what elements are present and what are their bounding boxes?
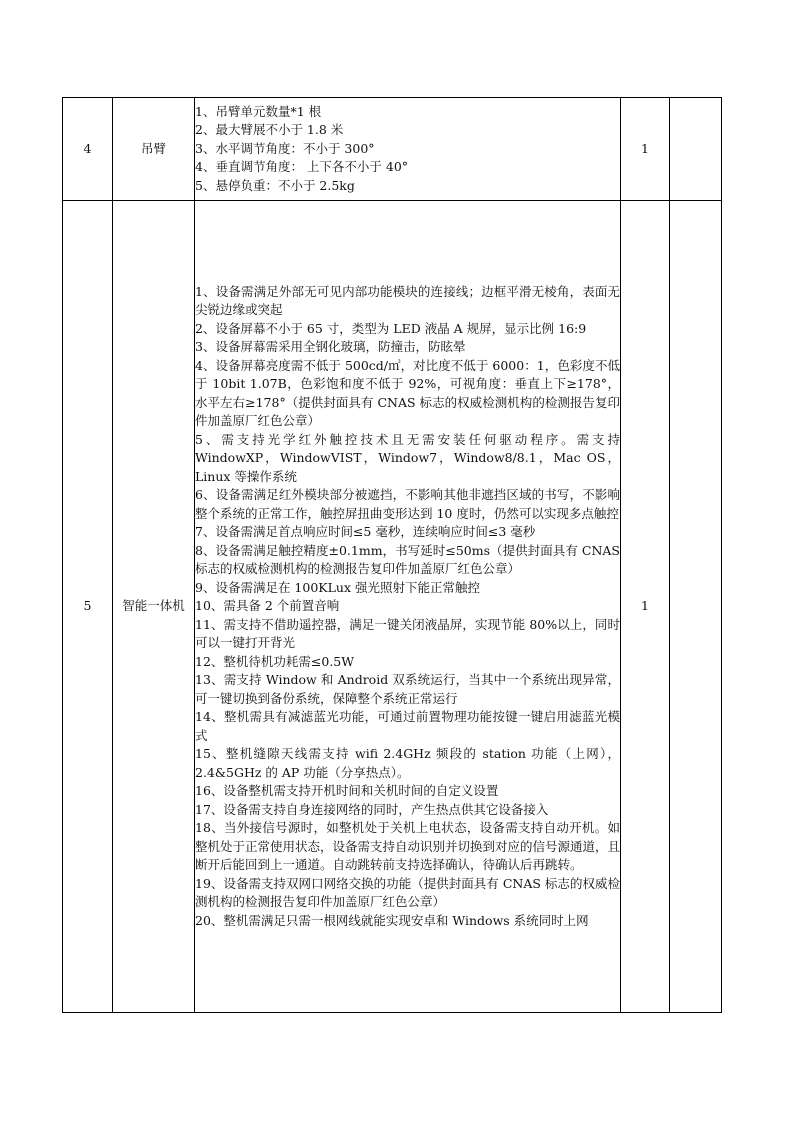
spec-line: 4、设备屏幕亮度需不低于 500cd/㎡，对比度不低于 6000：1，色彩度不低于 10bit 1.07B，色彩饱和度不低于 92%，可视角度：垂直上下≥178°，水平左右≥178°（提供封面具有 CNAS 标志的权威检测机构的检测报告复印件加盖原厂红色公章） [195, 357, 620, 429]
spec-line: 2、最大臂展不小于 1.8 米 [195, 122, 344, 138]
table-row [63, 98, 722, 201]
spec-line: 9、设备需满足在 100KLux 强光照射下能正常触控 [195, 579, 480, 595]
spec-line: 20、整机需满足只需一根网线就能实现安卓和 Windows 系统同时上网 [195, 912, 589, 928]
spec-line: 5、悬停负重：不小于 2.5kg [195, 177, 355, 193]
spec-line: 5、需支持光学红外触控技术且无需安装任何驱动程序。需支持 WindowXP，WindowVIST，Window7，Window8/8.1，Mac OS，Linux 等操作系统 [195, 431, 620, 484]
spec-line: 4、垂直调节角度： 上下各不小于 40° [195, 159, 409, 175]
spec-line: 18、当外接信号源时，如整机处于关机上电状态，设备需支持自动开机。如整机处于正常使用状态，设备需支持自动识别并切换到对应的信号源通道，且断开后能回到上一通道。自动跳转前支持选择确认，待确认后再跳转。 [195, 820, 621, 873]
spec-line: 13、需支持 Window 和 Android 双系统运行，当其中一个系统出现异常，可一键切换到备份系统，保障整个系统正常运行 [195, 672, 620, 706]
spec-line: 6、设备需满足红外模块部分被遮挡，不影响其他非遮挡区域的书写，不影响整个系统的正常工作，触控屏扭曲变形达到 10 度时，仍然可以实现多点触控 [195, 487, 620, 521]
spec-line: 7、设备需满足首点响应时间≤5 毫秒，连续响应时间≤3 毫秒 [195, 524, 536, 540]
spec-line: 15、整机缝隙天线需支持 wifi 2.4GHz 频段的 station 功能（上网），2.4&5GHz 的 AP 功能（分享热点）。 [195, 746, 620, 780]
spec-line: 14、整机需具有减滤蓝光功能，可通过前置物理功能按键一键启用滤蓝光模式 [195, 709, 620, 743]
item-quantity: 1 [621, 201, 670, 1013]
spec-line: 1、设备需满足外部无可见内部功能模块的连接线；边框平滑无棱角，表面无尖锐边缘或突起 [195, 283, 620, 318]
empty-cell [670, 98, 722, 201]
spec-line: 3、水平调节角度：不小于 300° [195, 140, 375, 156]
item-name: 吊臂 [113, 98, 195, 201]
item-quantity: 1 [621, 98, 670, 201]
table-row [63, 201, 722, 1013]
spec-table [62, 97, 722, 1013]
spec-line: 12、整机待机功耗需≤0.5W [195, 653, 355, 669]
spec-line: 16、设备整机需支持开机时间和关机时间的自定义设置 [195, 783, 499, 799]
spec-line: 8、设备需满足触控精度±0.1mm，书写延时≤50ms（提供封面具有 CNAS 标志的权威检测机构的检测报告复印件加盖原厂红色公章） [195, 542, 620, 577]
spec-line: 2、设备屏幕不小于 65 寸，类型为 LED 液晶 A 规屏，显示比例 16:9 [195, 320, 587, 336]
item-name: 智能一体机 [113, 201, 195, 1013]
empty-cell [670, 201, 722, 1013]
item-specs [195, 98, 621, 201]
spec-line: 3、设备屏幕需采用全钢化玻璃，防撞击，防眩晕 [195, 339, 466, 355]
item-index: 4 [63, 98, 113, 201]
item-index: 5 [63, 201, 113, 1013]
item-specs [195, 201, 621, 1013]
spec-line: 17、设备需支持自身连接网络的同时，产生热点供其它设备接入 [195, 801, 549, 817]
spec-line: 1、吊臂单元数量*1 根 [195, 103, 322, 119]
spec-line: 10、需具备 2 个前置音响 [195, 598, 340, 614]
spec-line: 11、需支持不借助遥控器，满足一键关闭液晶屏，实现节能 80%以上，同时可以一键打开背光 [195, 616, 620, 651]
spec-line: 19、设备需支持双网口网络交换的功能（提供封面具有 CNAS 标志的权威检测机构的检测报告复印件加盖原厂红色公章） [195, 875, 620, 910]
